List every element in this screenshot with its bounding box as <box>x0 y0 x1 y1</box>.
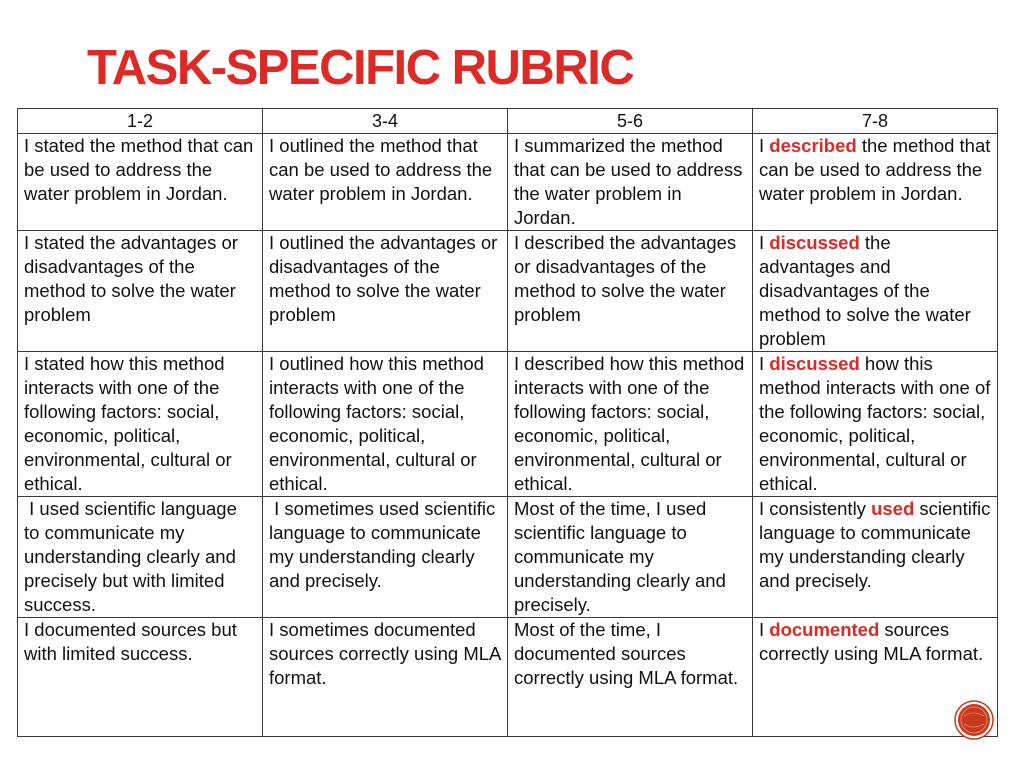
rubric-cell <box>508 352 753 497</box>
rubric-cell <box>508 134 753 231</box>
decorative-circle-icon <box>954 700 994 740</box>
cell-text: I outlined how this method interacts with one of the following factors: social, economic, political, environmental, cultural or ethical. <box>269 353 484 494</box>
cell-text: I stated the method that can be used to address the water problem in Jordan. <box>24 135 254 204</box>
score-band-header: 3-4 <box>263 109 508 134</box>
command-term: described <box>769 135 857 156</box>
score-band-header: 7-8 <box>753 109 998 134</box>
rubric-cell <box>753 134 998 231</box>
rubric-cell <box>263 231 508 352</box>
cell-text: I consistently <box>759 498 872 519</box>
rubric-row <box>18 352 998 497</box>
rubric-header-row <box>18 109 998 134</box>
cell-text: I sometimes documented sources correctly using MLA format. <box>269 619 501 688</box>
rubric-cell <box>753 497 998 618</box>
cell-text: Most of the time, I documented sources correctly using MLA format. <box>514 619 739 688</box>
rubric-cell <box>753 231 998 352</box>
rubric-cell <box>263 497 508 618</box>
rubric-body <box>18 134 998 737</box>
rubric-cell <box>18 134 263 231</box>
cell-text: I documented sources but with limited success. <box>24 619 237 664</box>
page-title: TASK-SPECIFIC RUBRIC <box>87 41 634 95</box>
cell-text: how this method interacts with one of the following factors: social, economic, political, environmental, cultural or ethical. <box>759 353 991 494</box>
rubric-cell <box>18 618 263 737</box>
cell-text: I <box>759 232 770 253</box>
cell-text: I described the advantages or disadvantages of the method to solve the water problem <box>514 232 737 325</box>
cell-text: I outlined the method that can be used to address the water problem in Jordan. <box>269 135 493 204</box>
cell-text: I summarized the method that can be used to address the water problem in Jordan. <box>514 135 743 228</box>
rubric-cell <box>508 618 753 737</box>
cell-text: I stated the advantages or disadvantages of the method to solve the water problem <box>24 232 238 325</box>
cell-text: the advantages and disadvantages of the method to solve the water problem <box>759 232 971 349</box>
rubric-row <box>18 618 998 737</box>
command-term: discussed <box>769 353 860 374</box>
command-term: used <box>871 498 915 519</box>
cell-text: I <box>759 135 770 156</box>
cell-text: sources correctly using MLA format. <box>759 619 984 664</box>
rubric-cell <box>753 352 998 497</box>
rubric-cell <box>18 352 263 497</box>
command-term: discussed <box>769 232 860 253</box>
cell-text: I sometimes used scientific language to communicate my understanding clearly and precisely. <box>269 498 501 591</box>
cell-text: Most of the time, I used scientific language to communicate my understanding clearly and precisely. <box>514 498 726 615</box>
rubric-cell <box>263 618 508 737</box>
cell-text: I described how this method interacts with one of the following factors: social, economic, political, environmental, cultural or ethical. <box>514 353 745 494</box>
rubric-row <box>18 231 998 352</box>
rubric-row <box>18 497 998 618</box>
rubric-row <box>18 134 998 231</box>
score-band-header: 5-6 <box>508 109 753 134</box>
cell-text: scientific language to communicate my understanding clearly and precisely. <box>759 498 991 591</box>
cell-text: the method that can be used to address the water problem in Jordan. <box>759 135 991 204</box>
cell-text: I <box>759 353 770 374</box>
rubric-table <box>17 108 998 737</box>
cell-text: I outlined the advantages or disadvantages of the method to solve the water problem <box>269 232 498 325</box>
rubric-cell <box>508 497 753 618</box>
rubric-cell <box>18 497 263 618</box>
cell-text: I used scientific language to communicate my understanding clearly and precisely but with limited success. <box>24 498 243 615</box>
command-term: documented <box>769 619 880 640</box>
rubric-cell <box>263 352 508 497</box>
rubric-cell <box>18 231 263 352</box>
rubric-cell <box>508 231 753 352</box>
cell-text: I stated how this method interacts with one of the following factors: social, economic, political, environmental, cultural or ethical. <box>24 353 232 494</box>
cell-text: I <box>759 619 770 640</box>
rubric-header <box>18 109 998 134</box>
rubric-cell <box>263 134 508 231</box>
score-band-header: 1-2 <box>18 109 263 134</box>
